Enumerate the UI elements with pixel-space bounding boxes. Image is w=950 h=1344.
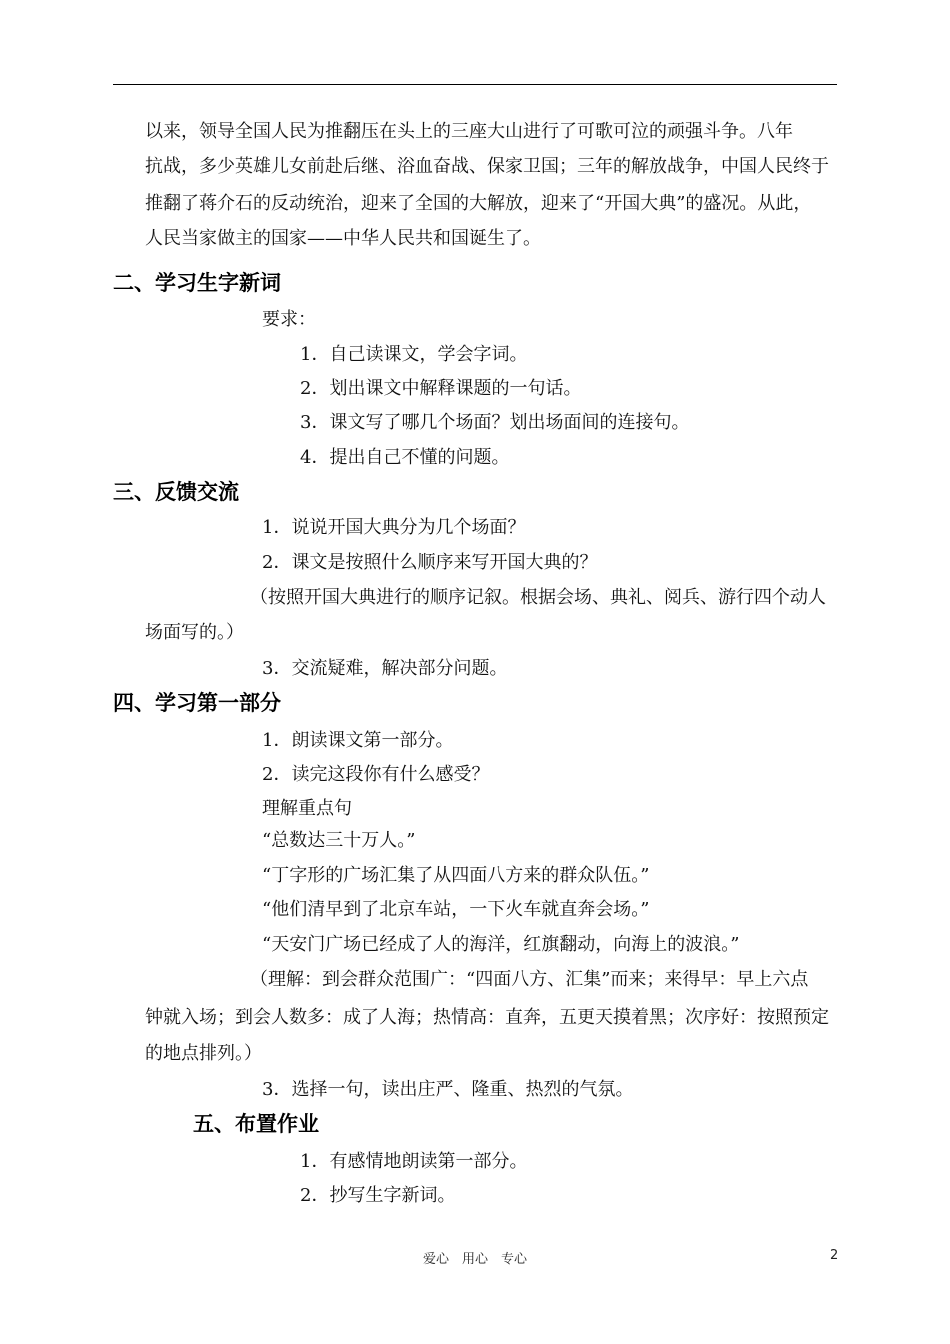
requirement-item-3: 3．课文写了哪几个场面？划出场面间的连接句。 <box>300 412 690 433</box>
feedback-note-line-2: 场面写的。） <box>145 622 244 643</box>
requirement-item-4: 4．提出自己不懂的问题。 <box>300 447 510 468</box>
part-one-item-3: 3．选择一句，读出庄严、隆重、热烈的气氛。 <box>262 1079 634 1100</box>
feedback-note-line-1: （按照开国大典进行的顺序记叙。根据会场、典礼、阅兵、游行四个动人 <box>250 587 826 608</box>
part-one-item-2: 2．读完这段你有什么感受？ <box>262 764 490 785</box>
feedback-item-1: 1．说说开国大典分为几个场面？ <box>262 517 526 538</box>
explanation-line-1: （理解：到会群众范围广：“四面八方、汇集”而来；来得早：早上六点 <box>250 969 809 990</box>
footer-motto: 爱心 用心 专心 <box>422 1252 527 1267</box>
header-rule <box>113 84 837 85</box>
key-quote-2: “丁字形的广场汇集了从四面八方来的群众队伍。” <box>262 865 650 886</box>
feedback-item-3: 3．交流疑难，解决部分问题。 <box>262 658 508 679</box>
section-heading-3: 三、反馈交流 <box>113 480 239 504</box>
feedback-item-2: 2．课文是按照什么顺序来写开国大典的？ <box>262 552 598 573</box>
explanation-line-3: 的地点排列。） <box>145 1043 262 1064</box>
intro-line-1: 以来，领导全国人民为推翻压在头上的三座大山进行了可歌可泣的顽强斗争。八年 <box>145 121 793 142</box>
part-one-item-1: 1．朗读课文第一部分。 <box>262 730 454 751</box>
key-quote-3: “他们清早到了北京车站，一下火车就直奔会场。” <box>262 899 650 920</box>
intro-line-3: 推翻了蒋介石的反动统治，迎来了全国的大解放，迎来了“开国大典”的盛况。从此， <box>145 193 812 214</box>
section-heading-2: 二、学习生字新词 <box>113 271 281 295</box>
page-number: 2 <box>830 1248 839 1263</box>
key-quote-1: “总数达三十万人。” <box>262 830 416 851</box>
requirement-item-2: 2．划出课文中解释课题的一句话。 <box>300 378 582 399</box>
key-sentences-label: 理解重点句 <box>262 798 352 819</box>
section-heading-4: 四、学习第一部分 <box>113 691 281 715</box>
homework-item-2: 2．抄写生字新词。 <box>300 1185 456 1206</box>
requirements-label: 要求： <box>262 309 316 330</box>
intro-line-2: 抗战，多少英雄儿女前赴后继、浴血奋战、保家卫国；三年的解放战争，中国人民终于 <box>145 156 829 177</box>
key-quote-4: “天安门广场已经成了人的海洋，红旗翻动，向海上的波浪。” <box>262 934 740 955</box>
requirement-item-1: 1．自己读课文，学会字词。 <box>300 344 528 365</box>
explanation-line-2: 钟就入场；到会人数多：成了人海；热情高：直奔，五更天摸着黑；次序好：按照预定 <box>145 1007 829 1028</box>
section-heading-5: 五、布置作业 <box>193 1112 319 1136</box>
homework-item-1: 1．有感情地朗读第一部分。 <box>300 1151 528 1172</box>
intro-line-4: 人民当家做主的国家——中华人民共和国诞生了。 <box>145 228 541 249</box>
